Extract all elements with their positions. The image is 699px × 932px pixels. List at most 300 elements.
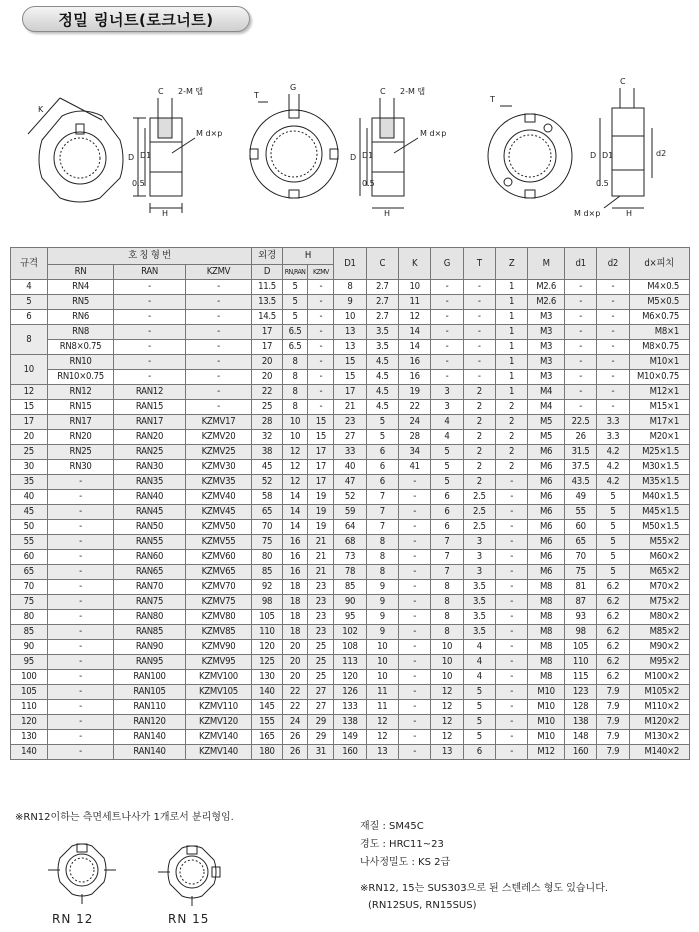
label-d: D: [128, 153, 135, 162]
cell-d2: 7.9: [597, 745, 629, 760]
cell-ran: RAN12: [114, 385, 185, 400]
cell-size: 120: [11, 715, 48, 730]
label-d-2: D: [350, 153, 357, 162]
cell-d1: 108: [334, 640, 366, 655]
cell-h2: 23: [308, 625, 334, 640]
cell-kz: KZMV80: [185, 610, 252, 625]
cell-h1: 18: [282, 625, 308, 640]
cell-d: 25: [252, 400, 282, 415]
col-kzmv: KZMV: [185, 265, 252, 280]
cell-d1: 110: [564, 655, 596, 670]
cell-m: M8: [528, 640, 565, 655]
cell-kz: -: [185, 295, 252, 310]
cell-size: 55: [11, 535, 48, 550]
cell-m: M8: [528, 595, 565, 610]
cell-t: 2: [463, 385, 495, 400]
cell-dxp: M17×1: [629, 415, 689, 430]
cell-d: 11.5: [252, 280, 282, 295]
cell-d1: 90: [334, 595, 366, 610]
cell-dxp: M12×1: [629, 385, 689, 400]
cell-d1: 105: [564, 640, 596, 655]
cell-z: 2: [495, 415, 527, 430]
cell-ran: RAN95: [114, 655, 185, 670]
cell-c: 6: [366, 475, 398, 490]
cell-h1: 10: [282, 415, 308, 430]
cell-dxp: M8×0.75: [629, 340, 689, 355]
cell-h2: 23: [308, 580, 334, 595]
table-row: [11, 670, 690, 685]
cell-d2: 7.9: [597, 700, 629, 715]
cell-c: 12: [366, 730, 398, 745]
cell-c: 4.5: [366, 370, 398, 385]
cell-h2: 31: [308, 745, 334, 760]
cell-m: M6: [528, 475, 565, 490]
cell-ran: -: [114, 280, 185, 295]
cell-m: M6: [528, 490, 565, 505]
cell-t: 3.5: [463, 580, 495, 595]
cell-d2: -: [597, 355, 629, 370]
kzmv-side-view: [600, 88, 652, 208]
cell-z: -: [495, 595, 527, 610]
cell-dxp: M140×2: [629, 745, 689, 760]
cell-d: 80: [252, 550, 282, 565]
cell-h1: 12: [282, 475, 308, 490]
cell-d1: 81: [564, 580, 596, 595]
label-h: H: [162, 209, 169, 218]
table-row: [11, 595, 690, 610]
table-row: [11, 475, 690, 490]
cell-rn: -: [47, 550, 114, 565]
table-row: [11, 310, 690, 325]
cell-dxp: M85×2: [629, 625, 689, 640]
cell-h1: 5: [282, 295, 308, 310]
cell-kz: KZMV17: [185, 415, 252, 430]
cell-c: 5: [366, 415, 398, 430]
cell-kz: -: [185, 385, 252, 400]
cell-ran: RAN35: [114, 475, 185, 490]
cell-g: 12: [431, 700, 463, 715]
cell-z: -: [495, 640, 527, 655]
cell-m: M3: [528, 355, 565, 370]
label-g: G: [290, 83, 297, 92]
page-title: 정밀 링너트(로크너트): [22, 6, 250, 32]
cell-k: -: [398, 655, 430, 670]
cell-c: 9: [366, 595, 398, 610]
cell-t: 6: [463, 745, 495, 760]
cell-h1: 18: [282, 595, 308, 610]
cell-d: 98: [252, 595, 282, 610]
cell-g: 8: [431, 595, 463, 610]
table-row: [11, 745, 690, 760]
cell-g: -: [431, 280, 463, 295]
cell-m: M4: [528, 385, 565, 400]
cell-m: M8: [528, 625, 565, 640]
cell-d1: 138: [564, 715, 596, 730]
cell-d2: -: [597, 370, 629, 385]
cell-d: 17: [252, 325, 282, 340]
cell-g: 3: [431, 400, 463, 415]
label-m-dxp-3: M d×p: [574, 209, 601, 218]
cell-kz: KZMV120: [185, 715, 252, 730]
cell-size: 8: [11, 325, 48, 355]
thread-precision-text: 나사정밀도 : KS 2급: [360, 857, 451, 868]
cell-d1: 26: [564, 430, 596, 445]
cell-k: -: [398, 745, 430, 760]
cell-c: 3.5: [366, 325, 398, 340]
cell-m: M6: [528, 550, 565, 565]
cell-m: M3: [528, 325, 565, 340]
cell-d1: 148: [564, 730, 596, 745]
cell-h2: 21: [308, 535, 334, 550]
cell-d: 45: [252, 460, 282, 475]
cell-k: -: [398, 565, 430, 580]
technical-drawings: [0, 58, 699, 218]
cell-size: 17: [11, 415, 48, 430]
table-row: [11, 325, 690, 340]
cell-c: 3.5: [366, 340, 398, 355]
col-c: C: [366, 248, 398, 280]
cell-g: -: [431, 370, 463, 385]
table-row: [11, 460, 690, 475]
cell-ran: RAN140: [114, 730, 185, 745]
cell-dxp: M25×1.5: [629, 445, 689, 460]
cell-rn: -: [47, 745, 114, 760]
cell-z: -: [495, 730, 527, 745]
cell-k: 34: [398, 445, 430, 460]
cell-dxp: M8×1: [629, 325, 689, 340]
table-row: [11, 280, 690, 295]
cell-size: 15: [11, 400, 48, 415]
label-h-2: H: [384, 209, 391, 218]
cell-d1: 70: [564, 550, 596, 565]
cell-k: 28: [398, 430, 430, 445]
cell-d1: -: [564, 355, 596, 370]
cell-h2: -: [308, 370, 334, 385]
cell-size: 6: [11, 310, 48, 325]
cell-d1: 23: [334, 415, 366, 430]
cell-z: -: [495, 535, 527, 550]
cell-rn: -: [47, 505, 114, 520]
cell-rn: -: [47, 565, 114, 580]
material-text: 재질 : SM45C: [360, 821, 424, 832]
label-05: 0.5: [132, 179, 145, 188]
cell-d1: 73: [334, 550, 366, 565]
cell-d1: 93: [564, 610, 596, 625]
cell-m: M5: [528, 415, 565, 430]
label-m-tap-2: 2-M 탭: [400, 87, 426, 96]
cell-d1: -: [564, 310, 596, 325]
cell-t: -: [463, 370, 495, 385]
cell-c: 9: [366, 580, 398, 595]
cell-k: -: [398, 640, 430, 655]
cell-d: 92: [252, 580, 282, 595]
cell-t: 3.5: [463, 625, 495, 640]
cell-h2: 19: [308, 520, 334, 535]
cell-dxp: M130×2: [629, 730, 689, 745]
label-c-3: C: [620, 77, 626, 86]
cell-z: 2: [495, 445, 527, 460]
cell-c: 12: [366, 715, 398, 730]
split-note: ※RN12이하는 측면세트나사가 1개로서 분리형임.: [15, 812, 234, 823]
cell-d2: 7.9: [597, 685, 629, 700]
cell-d1: 60: [564, 520, 596, 535]
cell-t: 4: [463, 640, 495, 655]
cell-c: 8: [366, 550, 398, 565]
table-row: [11, 700, 690, 715]
cell-z: 1: [495, 370, 527, 385]
cell-c: 4.5: [366, 385, 398, 400]
cell-rn: -: [47, 490, 114, 505]
cell-size: 4: [11, 280, 48, 295]
cell-d2: 5: [597, 550, 629, 565]
table-row: [11, 535, 690, 550]
cell-g: 5: [431, 475, 463, 490]
cell-h2: 25: [308, 655, 334, 670]
cell-t: -: [463, 310, 495, 325]
cell-h1: 6.5: [282, 340, 308, 355]
cell-k: 19: [398, 385, 430, 400]
cell-d1: 65: [564, 535, 596, 550]
label-t-3: T: [490, 95, 495, 104]
cell-m: M2.6: [528, 280, 565, 295]
cell-t: 3.5: [463, 610, 495, 625]
cell-h2: -: [308, 400, 334, 415]
cell-dxp: M55×2: [629, 535, 689, 550]
cell-g: 4: [431, 430, 463, 445]
cell-k: 14: [398, 340, 430, 355]
cell-d1: 98: [564, 625, 596, 640]
cell-d: 52: [252, 475, 282, 490]
cell-z: 1: [495, 325, 527, 340]
col-outer-top: 외경: [252, 248, 282, 265]
cell-dxp: M70×2: [629, 580, 689, 595]
cell-k: -: [398, 625, 430, 640]
cell-rn: -: [47, 610, 114, 625]
cell-h1: 24: [282, 715, 308, 730]
cell-d: 20: [252, 355, 282, 370]
cell-m: M6: [528, 565, 565, 580]
cell-d: 105: [252, 610, 282, 625]
cell-z: 1: [495, 295, 527, 310]
cell-ran: RAN140: [114, 745, 185, 760]
cell-h1: 8: [282, 370, 308, 385]
label-05-2: 0.5: [362, 179, 375, 188]
cell-d2: 7.9: [597, 730, 629, 745]
cell-t: 2.5: [463, 520, 495, 535]
stainless-note: ※RN12, 15는 SUS303으로 된 스텐레스 형도 있습니다.: [360, 883, 609, 894]
cell-k: -: [398, 610, 430, 625]
col-d2: d2: [597, 248, 629, 280]
cell-k: 10: [398, 280, 430, 295]
cell-k: -: [398, 685, 430, 700]
cell-d1: 160: [334, 745, 366, 760]
cell-z: -: [495, 505, 527, 520]
cell-d2: -: [597, 385, 629, 400]
cell-h1: 14: [282, 520, 308, 535]
cell-c: 10: [366, 655, 398, 670]
cell-t: 3.5: [463, 595, 495, 610]
cell-k: -: [398, 595, 430, 610]
cell-d: 165: [252, 730, 282, 745]
cell-z: 1: [495, 385, 527, 400]
cell-z: -: [495, 550, 527, 565]
cell-m: M6: [528, 505, 565, 520]
cell-g: 12: [431, 730, 463, 745]
cell-d1: 10: [334, 310, 366, 325]
cell-z: -: [495, 610, 527, 625]
label-m-dxp: M d×p: [196, 129, 223, 138]
cell-dxp: M100×2: [629, 670, 689, 685]
cell-t: 5: [463, 685, 495, 700]
cell-ran: RAN55: [114, 535, 185, 550]
caption-rn12: RN 12: [52, 912, 94, 926]
cell-size: 40: [11, 490, 48, 505]
cell-dxp: M40×1.5: [629, 490, 689, 505]
cell-kz: KZMV45: [185, 505, 252, 520]
cell-kz: KZMV55: [185, 535, 252, 550]
cell-t: 3: [463, 550, 495, 565]
cell-k: 16: [398, 355, 430, 370]
cell-dxp: M75×2: [629, 595, 689, 610]
cell-dxp: M10×0.75: [629, 370, 689, 385]
cell-m: M3: [528, 370, 565, 385]
col-z: Z: [495, 248, 527, 280]
cell-h2: 27: [308, 685, 334, 700]
cell-h2: 29: [308, 730, 334, 745]
cell-g: -: [431, 295, 463, 310]
cell-h2: -: [308, 295, 334, 310]
cell-rn: RN12: [47, 385, 114, 400]
cell-d1: -: [564, 280, 596, 295]
cell-d1: -: [564, 295, 596, 310]
cell-kz: KZMV75: [185, 595, 252, 610]
cell-ran: -: [114, 310, 185, 325]
cell-rn: RN10×0.75: [47, 370, 114, 385]
cell-m: M3: [528, 340, 565, 355]
cell-d1: 21: [334, 400, 366, 415]
cell-d1: -: [564, 370, 596, 385]
table-row: [11, 340, 690, 355]
cell-ran: RAN70: [114, 580, 185, 595]
cell-d1: 133: [334, 700, 366, 715]
cell-h2: 17: [308, 445, 334, 460]
label-t: T: [254, 91, 259, 100]
cell-g: 7: [431, 565, 463, 580]
cell-d1: 87: [564, 595, 596, 610]
cell-ran: RAN65: [114, 565, 185, 580]
cell-h2: 21: [308, 550, 334, 565]
table-row: [11, 445, 690, 460]
cell-size: 85: [11, 625, 48, 640]
cell-m: M6: [528, 535, 565, 550]
cell-ran: RAN30: [114, 460, 185, 475]
cell-ran: -: [114, 325, 185, 340]
cell-c: 5: [366, 430, 398, 445]
cell-g: 6: [431, 490, 463, 505]
cell-rn: -: [47, 640, 114, 655]
col-dxp: d×피치: [629, 248, 689, 280]
cell-d2: 4.2: [597, 445, 629, 460]
rn12-drawing: [48, 844, 116, 904]
cell-c: 7: [366, 490, 398, 505]
cell-c: 6: [366, 445, 398, 460]
cell-d: 75: [252, 535, 282, 550]
cell-g: 3: [431, 385, 463, 400]
cell-g: 6: [431, 505, 463, 520]
table-row: [11, 295, 690, 310]
table-row: [11, 355, 690, 370]
cell-c: 10: [366, 640, 398, 655]
cell-z: -: [495, 625, 527, 640]
table-row: [11, 430, 690, 445]
cell-ran: RAN80: [114, 610, 185, 625]
cell-dxp: M110×2: [629, 700, 689, 715]
spec-table: [10, 247, 690, 760]
table-row: [11, 715, 690, 730]
cell-z: -: [495, 580, 527, 595]
cell-ran: RAN20: [114, 430, 185, 445]
cell-ran: -: [114, 355, 185, 370]
cell-z: -: [495, 715, 527, 730]
cell-h2: 25: [308, 640, 334, 655]
caption-rn15: RN 15: [168, 912, 210, 926]
cell-size: 5: [11, 295, 48, 310]
cell-d1: 47: [334, 475, 366, 490]
cell-h1: 20: [282, 640, 308, 655]
cell-h1: 6.5: [282, 325, 308, 340]
cell-z: 1: [495, 340, 527, 355]
cell-h2: 25: [308, 670, 334, 685]
cell-size: 30: [11, 460, 48, 475]
label-d1: D1: [140, 151, 152, 160]
cell-d1: 55: [564, 505, 596, 520]
cell-t: -: [463, 340, 495, 355]
cell-k: -: [398, 505, 430, 520]
hardness-text: 경도 : HRC11~23: [360, 839, 444, 850]
cell-dxp: M95×2: [629, 655, 689, 670]
cell-kz: -: [185, 400, 252, 415]
cell-z: -: [495, 655, 527, 670]
cell-z: 1: [495, 280, 527, 295]
cell-m: M6: [528, 520, 565, 535]
cell-ran: RAN120: [114, 715, 185, 730]
cell-d1: 85: [334, 580, 366, 595]
cell-t: 2.5: [463, 490, 495, 505]
cell-h1: 12: [282, 445, 308, 460]
cell-c: 9: [366, 610, 398, 625]
cell-kz: KZMV40: [185, 490, 252, 505]
cell-m: M5: [528, 430, 565, 445]
cell-k: -: [398, 715, 430, 730]
cell-t: 2: [463, 460, 495, 475]
cell-c: 9: [366, 625, 398, 640]
table-row: [11, 370, 690, 385]
cell-k: -: [398, 490, 430, 505]
cell-ran: RAN100: [114, 670, 185, 685]
cell-d: 13.5: [252, 295, 282, 310]
col-size: 규격: [11, 248, 48, 280]
col-rn: RN: [47, 265, 114, 280]
cell-h2: 23: [308, 595, 334, 610]
cell-z: -: [495, 745, 527, 760]
cell-ran: RAN85: [114, 625, 185, 640]
table-row: [11, 565, 690, 580]
cell-c: 2.7: [366, 280, 398, 295]
cell-c: 2.7: [366, 295, 398, 310]
cell-h1: 20: [282, 670, 308, 685]
cell-h2: 27: [308, 700, 334, 715]
cell-d2: -: [597, 400, 629, 415]
